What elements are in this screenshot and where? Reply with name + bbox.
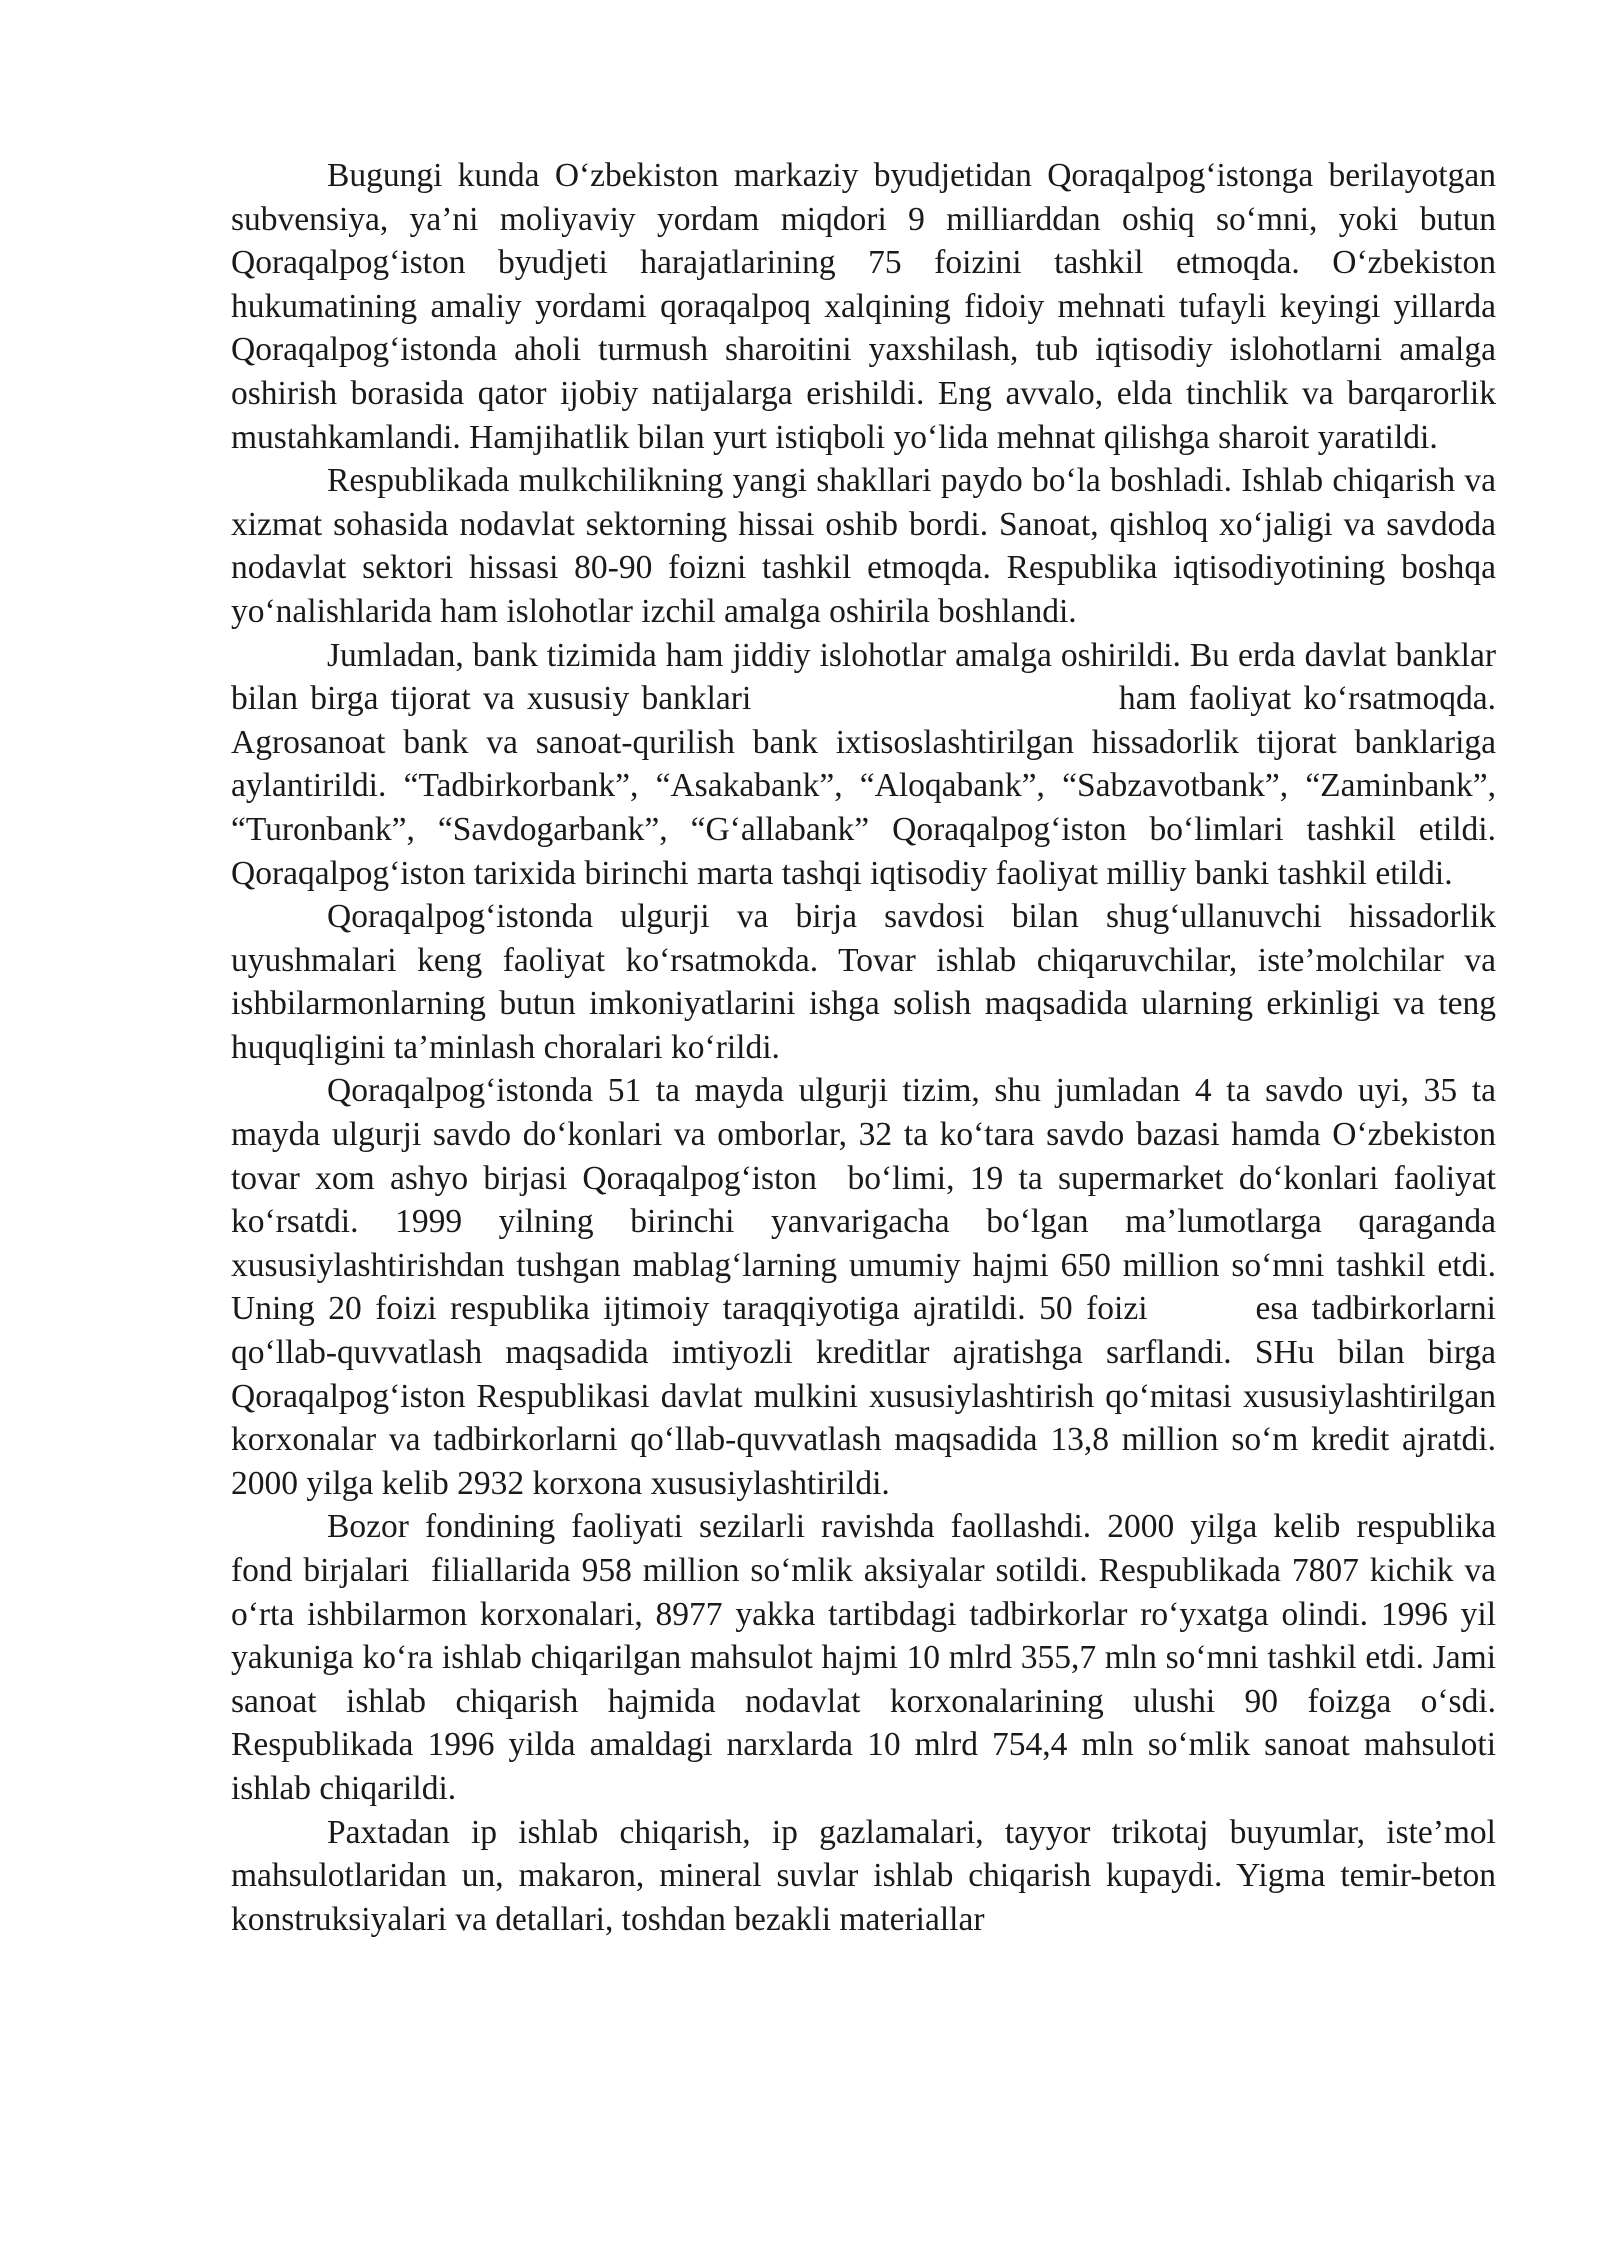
paragraph-ownership: Respublikada mulkchilikning yangi shakllari paydo bo‘la boshladi. Ishlab chiqarish va xizmat sohasida nodavlat sektorning hissai oshib bordi. Sanoat, qishloq xo‘jaligi va savdoda nodavlat sektori hissasi 80-90 foizni tashkil etmoqda. Respublika iqtisodiyotining boshqa yo‘nalishlarida ham islohotlar izchil amalga oshirila boshlandi.: [231, 462, 1496, 630]
paragraph-stock-market: Bozor fondining faoliyati sezilarli ravishda faollashdi. 2000 yilga kelib respublika fond birjalari filiallarida 958 million so‘mlik aksiyalar sotildi. Respublikada 7807 kichik va o‘rta ishbilarmon korxonalari, 8977 yakka tartibdagi tadbirkorlar ro‘yxatga olindi. 1996 yil yakuniga ko‘ra ishlab chiqarilgan mahsulot hajmi 10 mlrd 355,7 mln so‘mni tashkil etdi. Jami sanoat ishlab chiqarish hajmida nodavlat korxonalarining ulushi 90 foizga o‘sdi. Respublikada 1996 yilda amaldagi narxlarda 10 mlrd 754,4 mln so‘mlik sanoat mahsuloti ishlab chiqarildi.: [231, 1508, 1505, 1807]
paragraph-privatization: Qoraqalpog‘istonda 51 ta mayda ulgurji tizim, shu jumladan 4 ta savdo uyi, 35 ta mayda ulgurji savdo do‘konlari va omborlar, 32 ta ko‘tara savdo bazasi hamda O‘zbekiston tovar xom ashyo birjasi Qoraqalpog‘iston bo‘limi, 19 ta supermarket do‘konlari faoliyat ko‘rsatdi. 1999 yilning birinchi yanvarigacha bo‘lgan ma’lumotlarga qaraganda xususiylashtirishdan tushgan mablag‘larning umumiy hajmi 650 million so‘mni tashkil etdi. Uning 20 foizi respublika ijtimoiy taraqqiyotiga ajratildi. 50 foizi esa tadbirkorlarni qo‘llab-quvvatlash maqsadida imtiyozli kreditlar ajratishga sarflandi. SHu bilan birga Qoraqalpog‘iston Respublikasi davlat mulkini xususiylashtirish qo‘mitasi xususiylashtirilgan korxonalar va tadbirkorlarni qo‘llab-quvvatlash maqsadida 13,8 million so‘m kredit ajratdi. 2000 yilga kelib 2932 korxona xususiylashtirildi.: [231, 1072, 1505, 1502]
document-text-body: [231, 154, 1505, 1941]
paragraph-banking: Jumladan, bank tizimida ham jiddiy islohotlar amalga oshirildi. Bu erda davlat banklar bilan birga tijorat va xususiy banklari ham faoliyat ko‘rsatmoqda. Agrosanoat bank va sanoat-qurilish bank ixtisoslashtirilgan hissadorlik tijorat banklariga aylantirildi. “Tadbirkorbank”, “Asakabank”, “Aloqabank”, “Sabzavotbank”, “Zaminbank”, “Turonbank”, “Savdogarbank”, “G‘allabank” Qoraqalpog‘iston bo‘limlari tashkil etildi. Qoraqalpog‘iston tarixida birinchi marta tashqi iqtisodiy faoliyat milliy banki tashkil etildi.: [231, 636, 1505, 892]
paragraph-subsidy: Bugungi kunda O‘zbekiston markaziy byudjetidan Qoraqalpog‘istonga berilayotgan subvensiya, ya’ni moliyaviy yordam miqdori 9 milliarddan oshiq so‘mni, yoki butun Qoraqalpog‘iston byudjeti harajatlarining 75 foizini tashkil etmoqda. O‘zbekiston hukumatining amaliy yordami qoraqalpoq xalqining fidoiy mehnati tufayli keyingi yillarda Qoraqalpog‘istonda aholi turmush sharoitini yaxshilash, tub iqtisodiy islohotlarni amalga oshirish borasida qator ijobiy natijalarga erishildi. Eng avvalo, elda tinchlik va barqarorlik mustahkamlandi. Hamjihatlik bilan yurt istiqboli yo‘lida mehnat qilishga sharoit yaratildi.: [231, 157, 1496, 456]
paragraph-wholesale: Qoraqalpog‘istonda ulgurji va birja savdosi bilan shug‘ullanuvchi hissadorlik uyushmalari keng faoliyat ko‘rsatmokda. Tovar ishlab chiqaruvchilar, iste’molchilar va ishbilarmonlarning butun imkoniyatlarini ishga solish maqsadida ularning erkinligi va teng huquqligini ta’minlash choralari ko‘rildi.: [231, 898, 1496, 1066]
paragraph-production: Paxtadan ip ishlab chiqarish, ip gazlamalari, tayyor trikotaj buyumlar, iste’mol mahsulotlaridan un, makaron, mineral suvlar ishlab chiqarish kupaydi. Yigma temir-beton konstruksiyalari va detallari, toshdan bezakli materiallar: [231, 1813, 1496, 1938]
